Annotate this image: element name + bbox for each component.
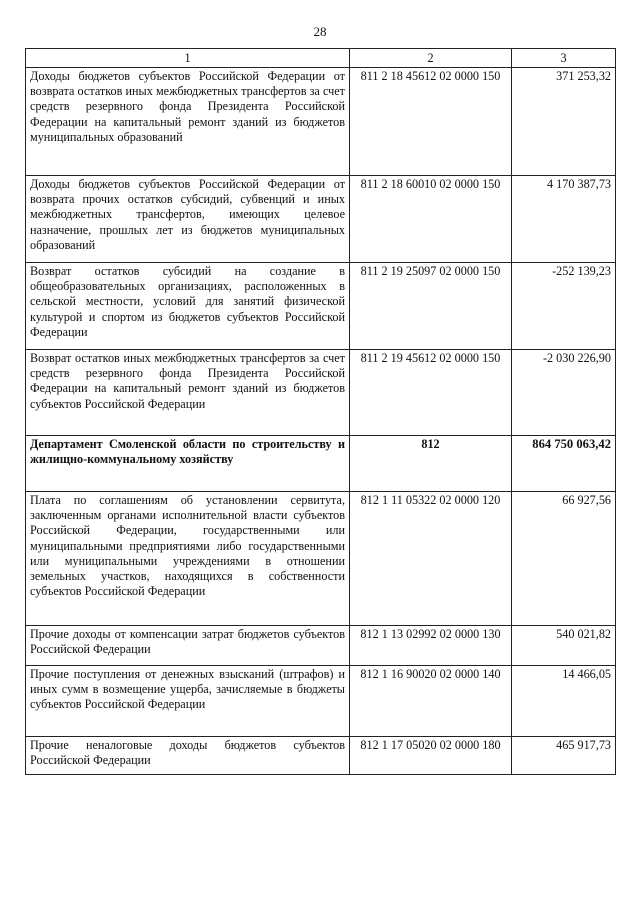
table-row [26, 176, 616, 263]
budget-classification-code: 812 1 16 90020 02 0000 140 [350, 666, 512, 737]
table-row [26, 68, 616, 176]
budget-classification-code: 811 2 18 60010 02 0000 150 [350, 176, 512, 263]
revenue-name: Прочие поступления от денежных взысканий (штрафов) и иных сумм в возмещение ущерба, зачисляемые в бюджеты субъектов Российской Федерации [26, 666, 350, 737]
table-row [26, 350, 616, 436]
budget-classification-code: 811 2 18 45612 02 0000 150 [350, 68, 512, 176]
revenue-name: Прочие доходы от компенсации затрат бюджетов субъектов Российской Федерации [26, 626, 350, 666]
revenue-name: Доходы бюджетов субъектов Российской Федерации от возврата прочих остатков субсидий, субвенций и иных межбюджетных трансфертов, имеющих целевое назначение, прошлых лет из бюджетов муниципальных образований [26, 176, 350, 263]
revenue-amount: 14 466,05 [512, 666, 616, 737]
revenue-name: Прочие неналоговые доходы бюджетов субъектов Российской Федерации [26, 737, 350, 775]
department-code: 812 [350, 436, 512, 492]
table-row [26, 626, 616, 666]
table-row [26, 492, 616, 626]
table-row [26, 263, 616, 350]
page-number: 28 [313, 24, 327, 39]
revenue-amount: -2 030 226,90 [512, 350, 616, 436]
budget-classification-code: 812 1 13 02992 02 0000 130 [350, 626, 512, 666]
revenue-name: Возврат остатков субсидий на создание в общеобразовательных организациях, расположенных в сельской местности, условий для занятий физической культурой и спортом из бюджетов субъектов Российской Федерации [26, 263, 350, 350]
table-row [26, 666, 616, 737]
revenue-amount: 4 170 387,73 [512, 176, 616, 263]
revenue-amount: -252 139,23 [512, 263, 616, 350]
column-header-2: 2 [350, 49, 512, 68]
revenue-table [25, 48, 616, 775]
department-row [26, 436, 616, 492]
table-header-row [26, 49, 616, 68]
revenue-amount: 465 917,73 [512, 737, 616, 775]
budget-classification-code: 811 2 19 45612 02 0000 150 [350, 350, 512, 436]
revenue-amount: 66 927,56 [512, 492, 616, 626]
revenue-amount: 371 253,32 [512, 68, 616, 176]
column-header-1: 1 [26, 49, 350, 68]
budget-classification-code: 812 1 17 05020 02 0000 180 [350, 737, 512, 775]
department-name: Департамент Смоленской области по строительству и жилищно-коммунальному хозяйству [26, 436, 350, 492]
revenue-name: Доходы бюджетов субъектов Российской Федерации от возврата остатков иных межбюджетных трансфертов за счет средств резервного фонда Президента Российской Федерации на капитальный ремонт зданий из бюджетов муниципальных образований [26, 68, 350, 176]
budget-classification-code: 812 1 11 05322 02 0000 120 [350, 492, 512, 626]
revenue-amount: 540 021,82 [512, 626, 616, 666]
revenue-name: Плата по соглашениям об установлении сервитута, заключенным органами исполнительной власти субъектов Российской Федерации, государственными или муниципальными предприятиями либо государственными или муниципальными учреждениями в отношении земельных участков, находящихся в собственности субъектов Российской Федерации [26, 492, 350, 626]
department-total: 864 750 063,42 [512, 436, 616, 492]
revenue-name: Возврат остатков иных межбюджетных трансфертов за счет средств резервного фонда Президента Российской Федерации на капитальный ремонт зданий из бюджетов субъектов Российской Федерации [26, 350, 350, 436]
column-header-3: 3 [512, 49, 616, 68]
budget-classification-code: 811 2 19 25097 02 0000 150 [350, 263, 512, 350]
table-row [26, 737, 616, 775]
